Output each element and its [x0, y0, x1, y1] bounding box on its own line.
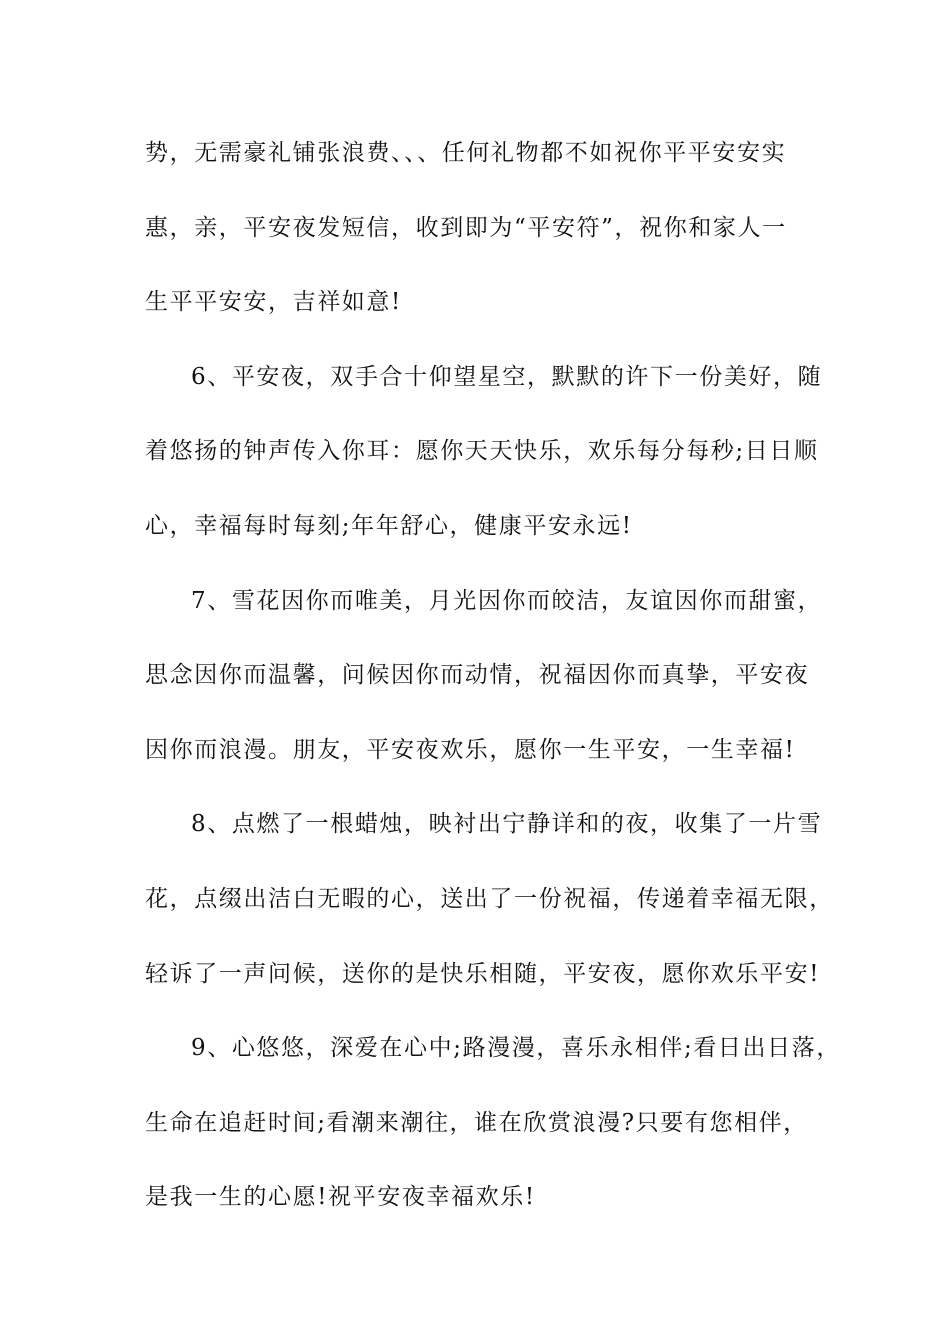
text-line: 着悠扬的钟声传入你耳：愿你天天快乐，欢乐每分每秒;日日顺 [145, 438, 819, 465]
text-line: 6、平安夜，双手合十仰望星空，默默的许下一份美好，随 [191, 363, 823, 390]
text-line: 是我一生的心愿!祝平安夜幸福欢乐! [145, 1184, 536, 1211]
text-line: 心，幸福每时每刻;年年舒心，健康平安永远! [145, 512, 633, 539]
paragraph-7 [145, 578, 823, 802]
paragraph-6 [145, 354, 823, 578]
text-line: 生平平安安，吉祥如意! [145, 289, 402, 316]
text-line: 因你而浪漫。朋友，平安夜欢乐，愿你一生平安，一生幸福! [145, 736, 796, 763]
text-line: 8、点燃了一根蜡烛，映衬出宁静详和的夜，收集了一片雪 [191, 811, 823, 838]
text-line: 势，无需豪礼铺张浪费、、、任何礼物都不如祝你平平安安实 [145, 140, 787, 166]
paragraph-9 [145, 1025, 841, 1249]
text-line: 惠，亲，平安夜发短信，收到即为“平安符”，祝你和家人一 [145, 214, 787, 241]
document-body [145, 130, 841, 1249]
text-line: 花，点缀出洁白无暇的心，送出了一份祝福，传递着幸福无限， [145, 885, 834, 912]
text-line: 轻诉了一声问候，送你的是快乐相随，平安夜，愿你欢乐平安! [145, 960, 821, 987]
text-line: 7、雪花因你而唯美，月光因你而皎洁，友谊因你而甜蜜， [191, 587, 823, 614]
text-line: 思念因你而温馨，问候因你而动情，祝福因你而真挚，平安夜 [145, 662, 810, 689]
text-line: 生命在追赶时间;看潮来潮往，谁在欣赏浪漫?只要有您相伴， [145, 1109, 808, 1136]
paragraph-continuation [145, 130, 811, 354]
text-line: 9、心悠悠，深爱在心中;路漫漫，喜乐永相伴;看日出日落， [191, 1035, 841, 1062]
paragraph-8 [145, 801, 834, 1025]
